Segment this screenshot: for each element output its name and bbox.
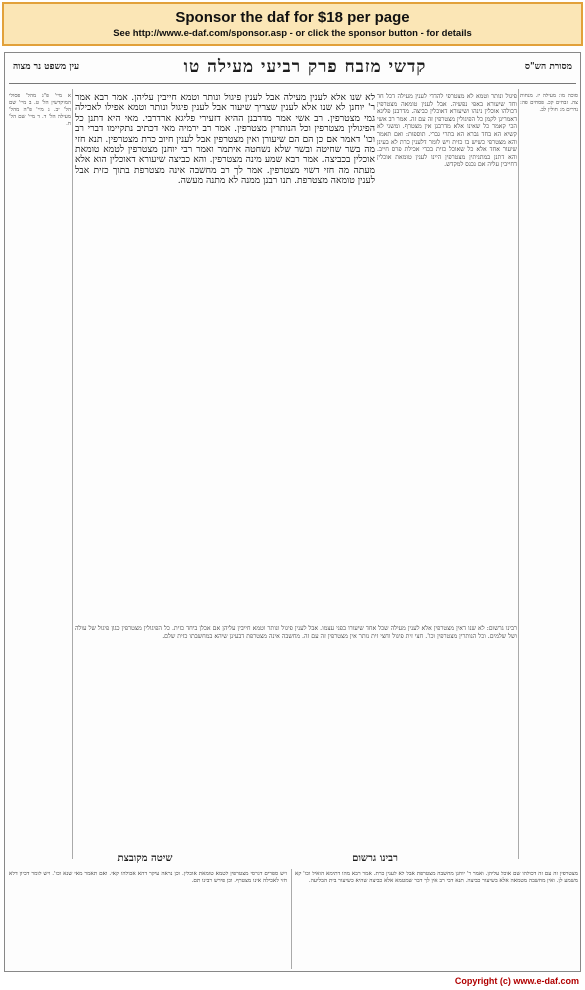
page-header-main: קדשי מזבח פרק רביעי מעילה טו: [183, 57, 427, 77]
sponsor-subtitle: See http://www.e-daf.com/sponsor.asp - or click the sponsor button - for details: [113, 28, 472, 39]
subhead-rabbeinu-gershom: רבינו גרשום: [352, 853, 398, 864]
header-divider: [9, 83, 576, 84]
column-divider: [518, 89, 519, 859]
page-header-left: עין משפט נר מצוה: [13, 62, 80, 72]
sponsor-title: Sponsor the daf for $18 per page: [175, 9, 410, 26]
margin-left-notes: א מיי' פ"ג מהל' פסולי המוקדשין הל' ט. ב מיי' שם הל' יב. ג מיי' פ"ה מהל' מעילה הל' ד. ד מיי' שם הל' ח.: [9, 93, 71, 127]
talmud-page: [4, 52, 581, 972]
margin-right-notes: סוכה מו: מעילה יז. מנחות צה. זבחים קכ. פסחים פה: נדרים מ: חולין לב.: [520, 93, 578, 113]
copyright-notice: Copyright (c) www.e-daf.com: [454, 976, 579, 986]
column-divider: [291, 869, 292, 969]
shita-mekubetzet-text: ויש ספרים דגרסי מצטרפין לטמא טומאת אוכלין. וכן נראה עיקר דהא אכולהו קאי. ואם תאמר מאי שנא וכו'. ויש לומר דכיון דלא חזי לאכילה אינו מצטרף. וכן פירש רבינו תם.: [9, 871, 287, 884]
main-commentary: רבינו גרשום: לא שנו דאין מצטרפין אלא לענין מעילה שכל אחד שיעורו בפני עצמו. אבל לענין פיגול ונותר וטמא חייבין עליהן אם אכלן ביחד כזית. כל הפיגולין מצטרפין כגון פיגול של עולה ושל שלמים. וכל הנותרין מצטרפין וכו'. חצי זית פיגול וחצי זית נותר אין מצטרפין זה עם זה. מחשבה אינה מצטרפת דבעינן שיהא במחשבתו כזית שלם.: [75, 625, 517, 640]
sponsor-banner[interactable]: [2, 2, 583, 46]
column-divider: [72, 89, 73, 859]
page-header-right: מסורת הש"ס: [524, 62, 572, 72]
gemara-text: [75, 93, 375, 623]
subhead-shita-mekubetzet: שיטה מקובצת: [117, 853, 173, 864]
rabbeinu-gershom-text: מצטרפין זה עם זה דכולהו שם אוכל עליהן. ואמר ר' יוחנן מחשבה מצטרפת אבל לא לענין כרת. אמר רבא מהו דתימא הואיל וכו' קא משמע לן. ואין מחשבה מטמאה אלא בשיעור כביצה. תנא דבי רב אין לך דבר שמטמא אלא כביצה שהיא כשיעור בית הבליעה.: [295, 871, 578, 884]
gemara-body: לא שנו אלא לענין מעילה אבל לענין פיגול ונותר וטמא חייבין עליהן. אמר רבא אמר ר' יוחנן לא שנו אלא לענין שצריך שיעור אבל לענין פיגול ונותר וטמא אפילו לאכילה גמי מצטרפין. רב אשי אמר מדרבנן ההיא דזעירי פליגא ארדרבי. מאי היא דתנן כל הפיגולין מצטרפין וכל הנותרין מצטרפין. אמר רב ירמיה מאי דכתיב נתקיימו דברי רב וכו' דאמר אם כן הם הם שיעורן ואין מצטרפין אבל לענין חיוב כרת מצטרפין. תנא חזי מה בשר שחיטה ובשר שלא נשחטה איתמר ואמר רבי יוחנן מצטרפין לטמא טומאת אוכלין בכביצה. אמר רבא שמע מינה מצטרפין. והא כביצה שיעורא דאוכלין הוא אלא מעתה מה חזי דשוי מצטרפין. אמר לך רב מחשבה אינה מצטרפת בתוך כזית אבל לענין טומאה מצטרפת. תנו רבנן ממנה לא מתנה מעשה.: [75, 93, 375, 187]
rashi-commentary: פיגול ונותר וטמא לא מצטרפי להדדי לענין מעילה דכל חד וחד שיעורא באפי נפשיה. אבל לענין טומאה מצטרפין דכולהו אוכלין נינהו ושיעורא דאוכלין כביצה. מדרבנן פליגא דאמרינן לקמן כל הפיגולין מצטרפין זה עם זה. אמר רב אשי הכי קאמר כל שאינו אלא מדרבנן אין מצטרף. ומשני לא קשיא הא בחד גברא הא בתרי גברי. תוספות: ואם תאמר והא מצטרפי כשיש בו כזית ויש לומר דלענין כרת לא בעינן שיעור אחד אלא כל שאוכל כזית בכדי אכילת פרס חייב. והא דתנן במתניתין מצטרפין היינו לענין טומאת אוכלין דחייבין עליה אם נכנס למקדש.: [377, 93, 517, 169]
